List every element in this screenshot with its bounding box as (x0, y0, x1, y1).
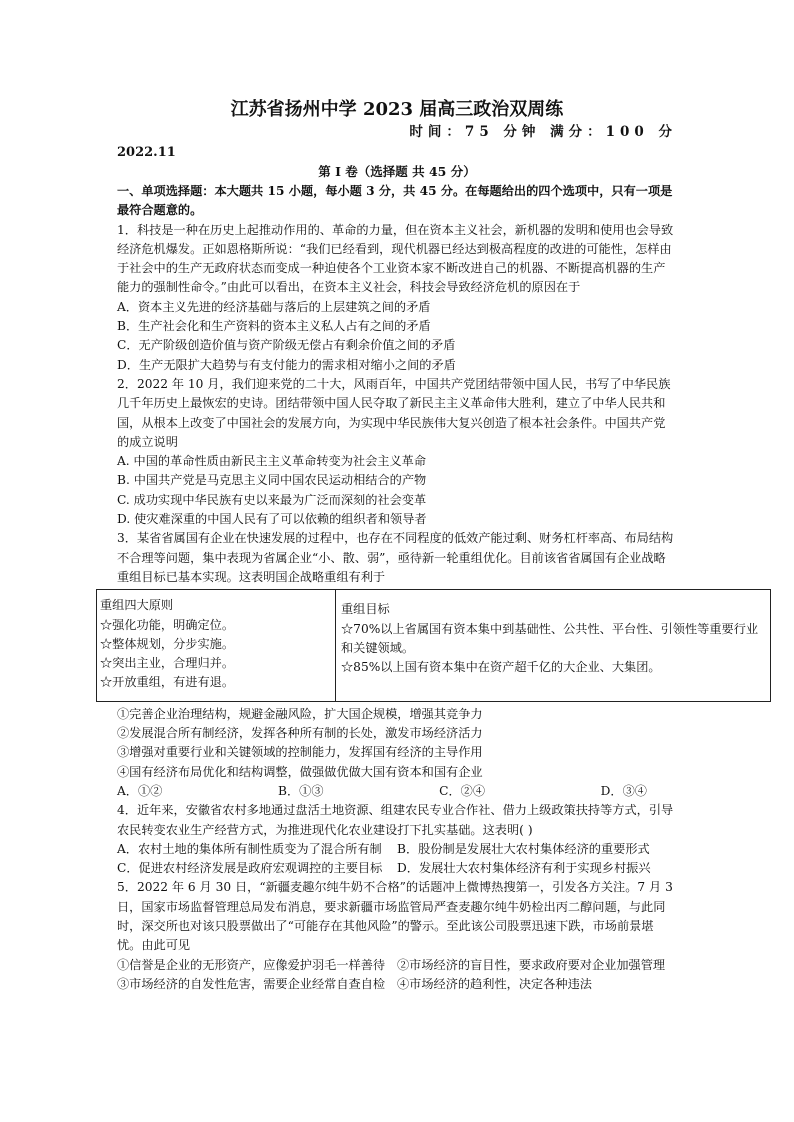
section-title: 第 Ⅰ 卷（选择题 共 45 分） (318, 164, 476, 179)
q3-option-a: A．①② (117, 783, 163, 798)
q3-principle-item: ☆突出主业，合理归并。 (100, 656, 235, 671)
q4-option-b: B．股份制是发展壮大农村集体经济的重要形式 (397, 841, 650, 856)
q3-goals-title: 重组目标 (341, 602, 390, 617)
q2-option-d: D. 使灾难深重的中国人民有了可以依赖的组织者和领导者 (117, 512, 427, 527)
q4-options-cd (117, 859, 677, 878)
q2-option-a: A. 中国的革命性质由新民主主义革命转变为社会主义革命 (117, 454, 427, 469)
q5-statement-4: ④市场经济的趋利性，决定各种违法 (397, 976, 592, 991)
exam-page (100, 98, 759, 994)
q3-principle-item: ☆强化功能，明确定位。 (100, 617, 235, 632)
exam-date: 2022.11 (117, 145, 176, 160)
q3-principles-title: 重组四大原则 (100, 598, 174, 613)
q2-stem: 2．2022 年 10 月，我们迎来党的二十大，风雨百年，中国共产党团结带领中国人民，书写了中华民族几千年历史上最恢宏的史诗。团结带领中国人民夺取了新民主主义革命伟大胜利，建立了中华人民共和国，从根本上改变了中国社会的发展方向，为实现中华民族伟大复兴创造了根本社会条件。中国共产党的成立说明 (117, 376, 671, 449)
q3-goal-item: ☆70%以上省属国有资本集中到基础性、公共性、平台性、引领性等重要行业和关键领域。 (341, 621, 759, 655)
q1-stem: 1．科技是一种在历史上起推动作用的、革命的力量，但在资本主义社会，新机器的发明和使用也会导致经济危机爆发。正如恩格斯所说：“我们已经看到，现代机器已经达到极高程度的改进的可能性，怎样由于社会中的生产无政府状态而变成一种迫使各个工业资本家不断改进自己的机器、不断提高机器的生产能力的强制性命令。”由此可以看出，在资本主义社会，科技会导致经济危机的原因在于 (117, 222, 674, 295)
q3-option-c: C．②④ (439, 783, 486, 798)
q4-option-d: D．发展壮大农村集体经济有利于实现乡村振兴 (397, 861, 651, 876)
q3-material-table (96, 589, 771, 701)
q3-goals-cell (336, 590, 770, 700)
q5-statements-34 (117, 975, 677, 994)
q4-option-c: C．促进农村经济发展是政府宏观调控的主要目标 (117, 861, 383, 876)
q3-statement-2: ②发展混合所有制经济，发挥各种所有制的长处，激发市场经济活力 (117, 726, 483, 741)
q2-option-b: B. 中国共产党是马克思主义同中国农民运动相结合的产物 (117, 473, 427, 488)
q5-statement-3: ③市场经济的自发性危害，需要企业经常自查自检 (117, 976, 386, 991)
q3-options (117, 782, 677, 801)
q3-stem: 3．某省省属国有企业在快速发展的过程中，也存在不同程度的低效产能过剩、财务杠杆率高、布局结构不合理等问题，集中表现为省属企业“小、散、弱”，亟待新一轮重组优化。目前该省省属国有企业战略重组目标已基本实现。这表明国企战略重组有利于 (117, 531, 674, 584)
exam-title: 江苏省扬州中学 2023 届高三政治双周练 (230, 99, 564, 120)
q5-statement-1: ①信誉是企业的无形资产，应像爱护羽毛一样善待 (117, 957, 386, 972)
q3-principle-item: ☆整体规划，分步实施。 (100, 636, 235, 651)
section-instruction: 一、单项选择题：本大题共 15 小题，每小题 3 分，共 45 分。在每题给出的四个选项中，只有一项是最符合题意的。 (117, 184, 673, 218)
q3-principles-cell (97, 590, 336, 700)
q5-stem: 5．2022 年 6 月 30 日，“新疆麦趣尔纯牛奶不合格”的话题冲上微博热搜第一，引发各方关注。7 月 3 日，国家市场监督管理总局发布消息，要求新疆市场监管局严查麦趣尔纯牛奶检出丙二醇问题，与此同时，深交所也对该只股票做出了“可能存在其他风险”的警示。至此该公司股票迅速下跌，市场前景堪忧。由此可见 (117, 880, 673, 953)
q1-option-b: B．生产社会化和生产资料的资本主义私人占有之间的矛盾 (117, 319, 431, 334)
q3-goal-item: ☆85%以上国有资本集中在资产超千亿的大企业、大集团。 (341, 660, 661, 675)
q3-option-d: D．③④ (600, 783, 647, 798)
q4-option-a: A．农村土地的集体所有制性质变为了混合所有制 (117, 841, 382, 856)
q5-statement-2: ②市场经济的盲目性，要求政府要对企业加强管理 (397, 957, 666, 972)
q4-stem: 4．近年来，安徽省农村多地通过盘活土地资源、组建农民专业合作社、借力上级政策扶持等方式，引导农民转变农业生产经营方式，为推进现代化农业建设打下扎实基础。这表明( ) (117, 803, 674, 837)
exam-timing: 时间：75 分钟 满分：100 分 (409, 124, 677, 140)
q1-option-d: D．生产无限扩大趋势与有支付能力的需求相对缩小之间的矛盾 (117, 357, 456, 372)
q3-principle-item: ☆开放重组，有进有退。 (100, 675, 235, 690)
q3-option-b: B．①③ (277, 783, 324, 798)
q3-statement-1: ①完善企业治理结构，规避金融风险，扩大国企规模，增强其竞争力 (117, 706, 483, 721)
q3-statement-4: ④国有经济布局优化和结构调整，做强做优做大国有资本和国有企业 (117, 764, 483, 779)
q1-option-a: A．资本主义先进的经济基础与落后的上层建筑之间的矛盾 (117, 299, 431, 314)
q5-statements-12 (117, 956, 677, 975)
q3-statement-3: ③增强对重要行业和关键领域的控制能力，发挥国有经济的主导作用 (117, 745, 483, 760)
q4-options-ab (117, 840, 677, 859)
q2-option-c: C. 成功实现中华民族有史以来最为广泛而深刻的社会变革 (117, 492, 427, 507)
q1-option-c: C．无产阶级创造价值与资产阶级无偿占有剩余价值之间的矛盾 (117, 338, 456, 353)
